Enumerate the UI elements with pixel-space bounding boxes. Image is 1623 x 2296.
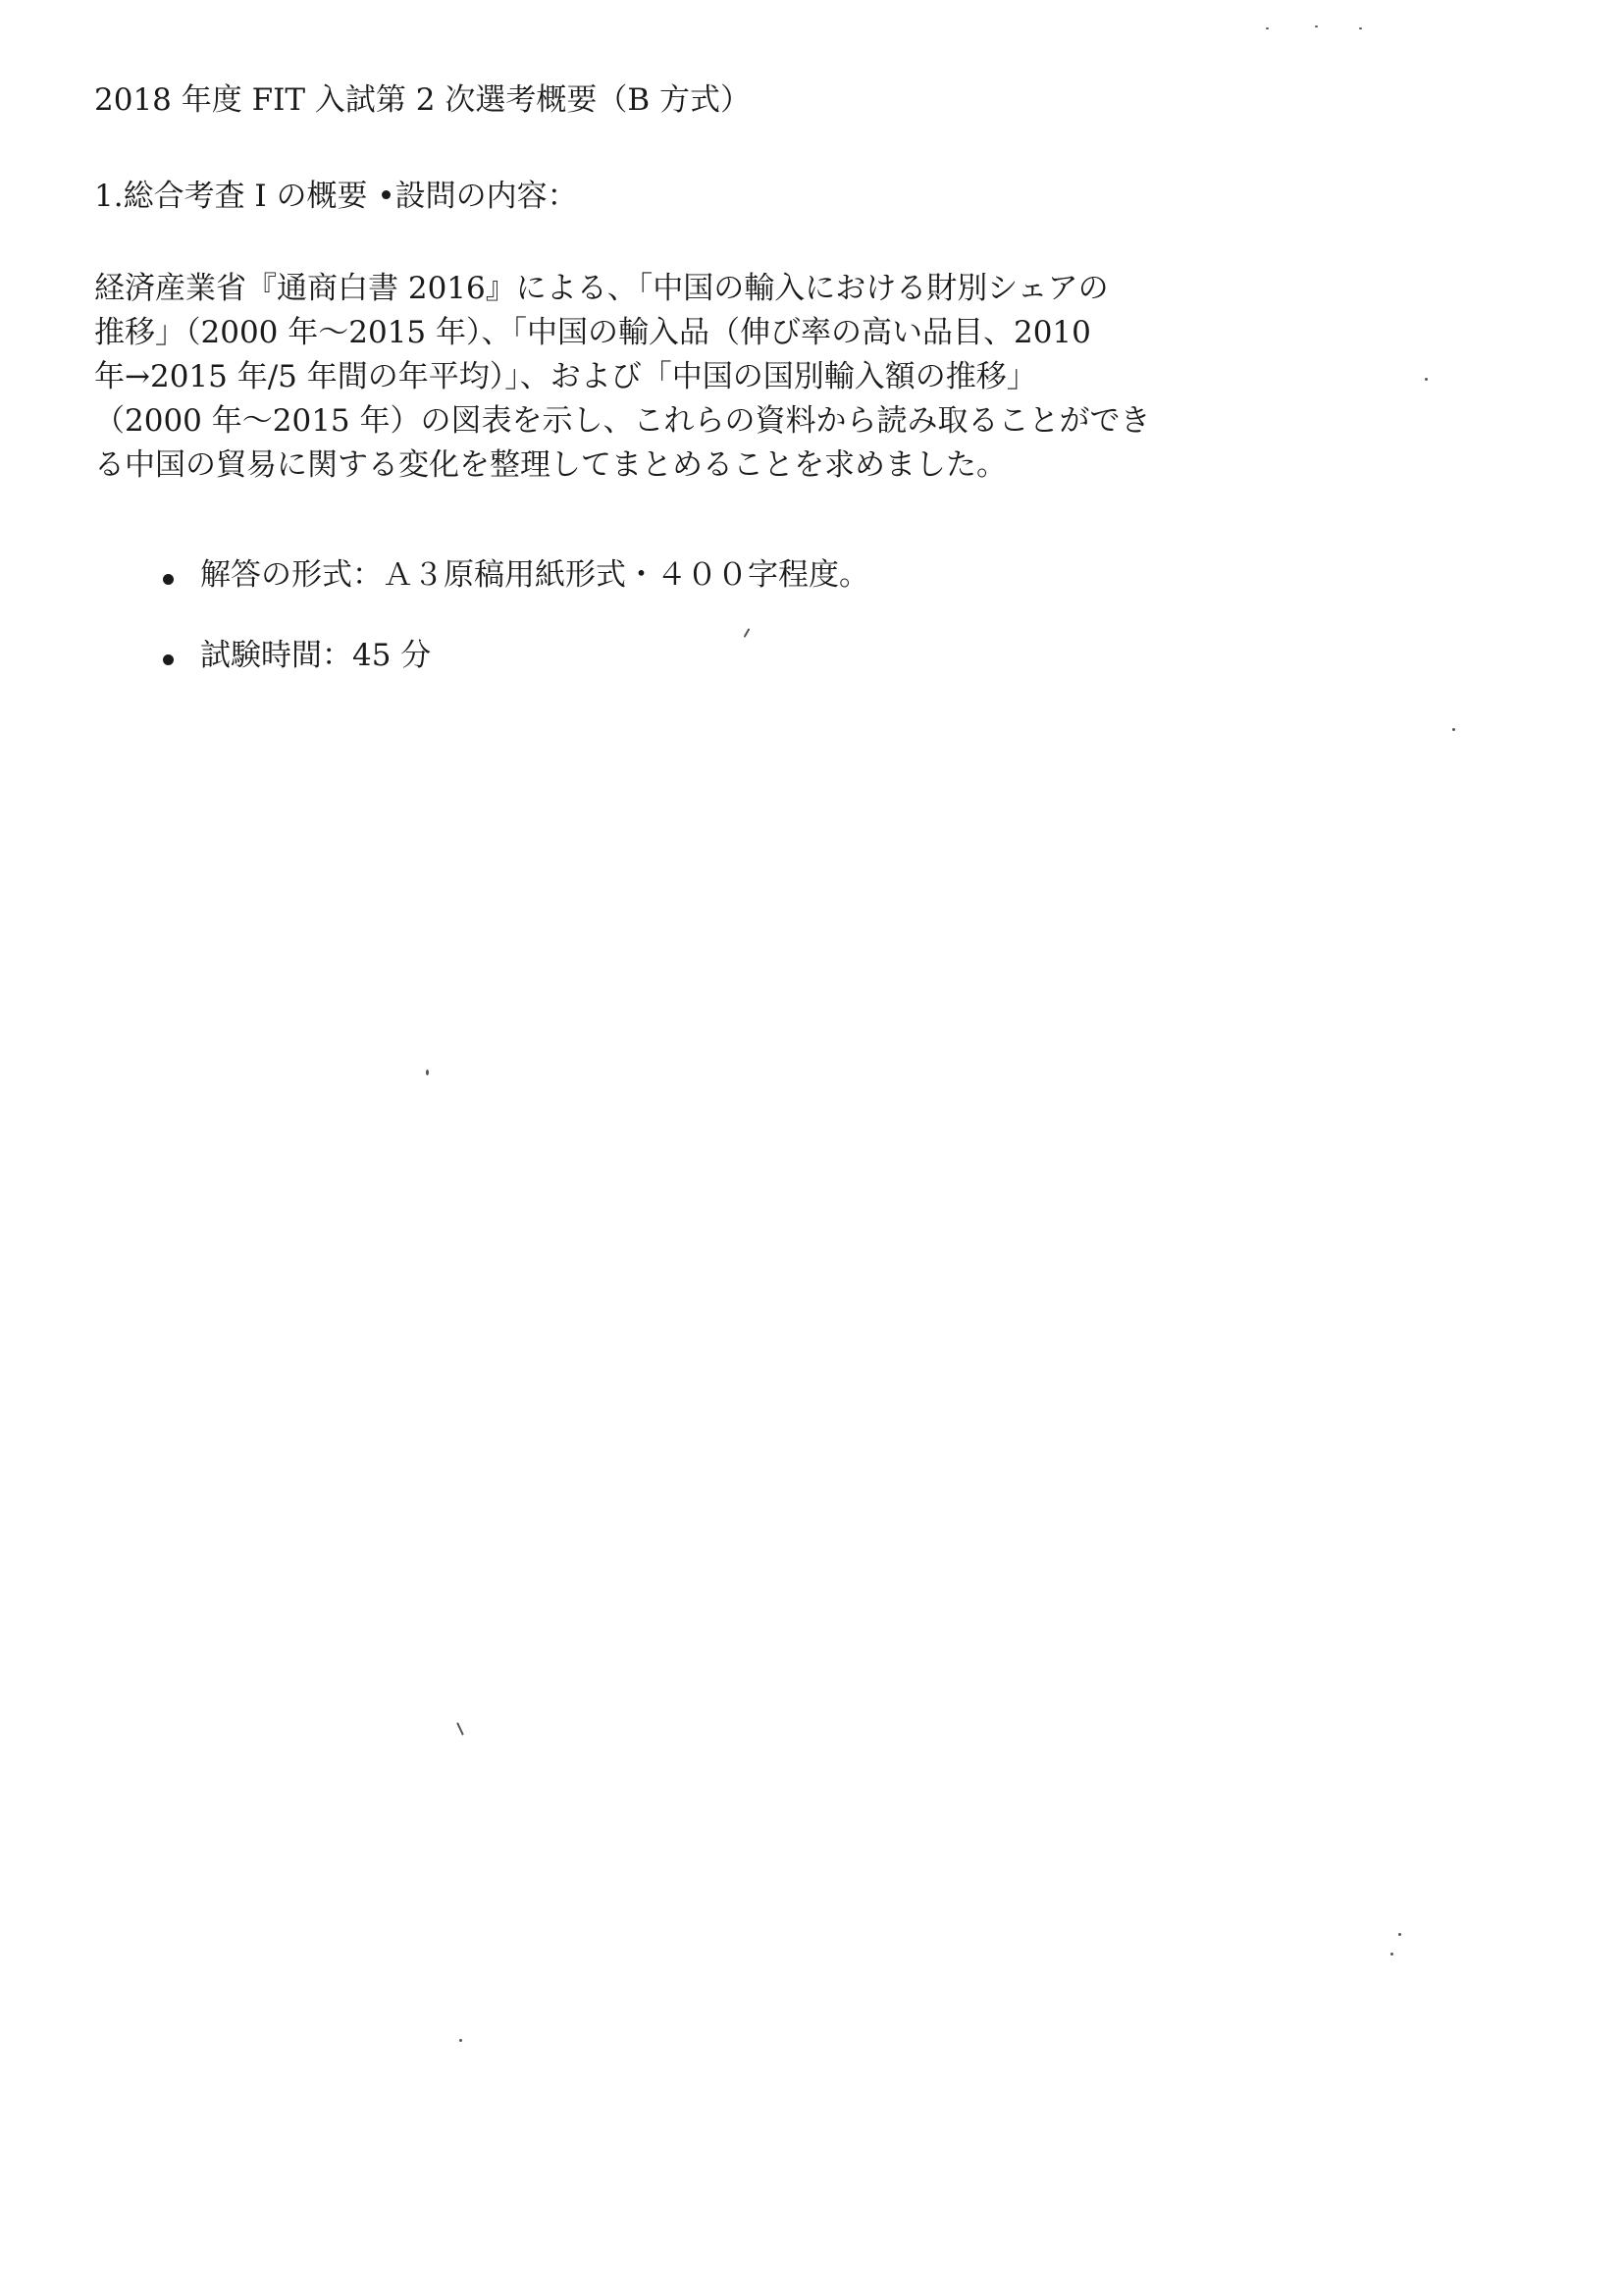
section-heading: 1.総合考査 I の概要 •設問の内容： <box>94 179 578 214</box>
bullet-dot-icon <box>163 574 174 585</box>
scan-speck <box>1390 1953 1393 1956</box>
body-line: る中国の貿易に関する変化を整理してまとめることを求めました。 <box>94 447 1007 483</box>
scan-speck <box>1398 1933 1401 1936</box>
scan-speck <box>426 1070 429 1075</box>
bullet-item-answer-format <box>163 555 869 595</box>
bullet-list <box>163 555 869 675</box>
body-line: 推移」（2000 年〜2015 年）、「中国の輸入品（伸び率の高い品目、2010 <box>94 315 1091 350</box>
scan-speck <box>1452 728 1455 731</box>
scan-speck <box>1359 27 1362 29</box>
bullet-text: 解答の形式：Ａ３原稿用紙形式・４００字程度。 <box>200 557 869 593</box>
body-paragraph <box>94 267 1203 488</box>
scan-speck <box>459 2039 462 2042</box>
scan-speck <box>1315 26 1318 27</box>
bullet-text: 試験時間：45 分 <box>200 638 432 673</box>
bullet-dot-icon <box>163 654 174 665</box>
body-line: （2000 年〜2015 年）の図表を示し、これらの資料から読み取ることができ <box>94 403 1151 439</box>
scan-speck <box>456 1722 464 1736</box>
scan-speck <box>1266 27 1269 29</box>
scan-speck <box>1425 378 1428 381</box>
bullet-item-exam-time <box>163 636 869 675</box>
document-title: 2018 年度 FIT 入試第 2 次選考概要（B 方式） <box>94 82 751 118</box>
body-line: 年→2015 年/5 年間の年平均）」、および「中国の国別輸入額の推移」 <box>94 359 1037 394</box>
body-line: 経済産業省『通商白書 2016』による、「中国の輸入における財別シェアの <box>94 271 1109 306</box>
